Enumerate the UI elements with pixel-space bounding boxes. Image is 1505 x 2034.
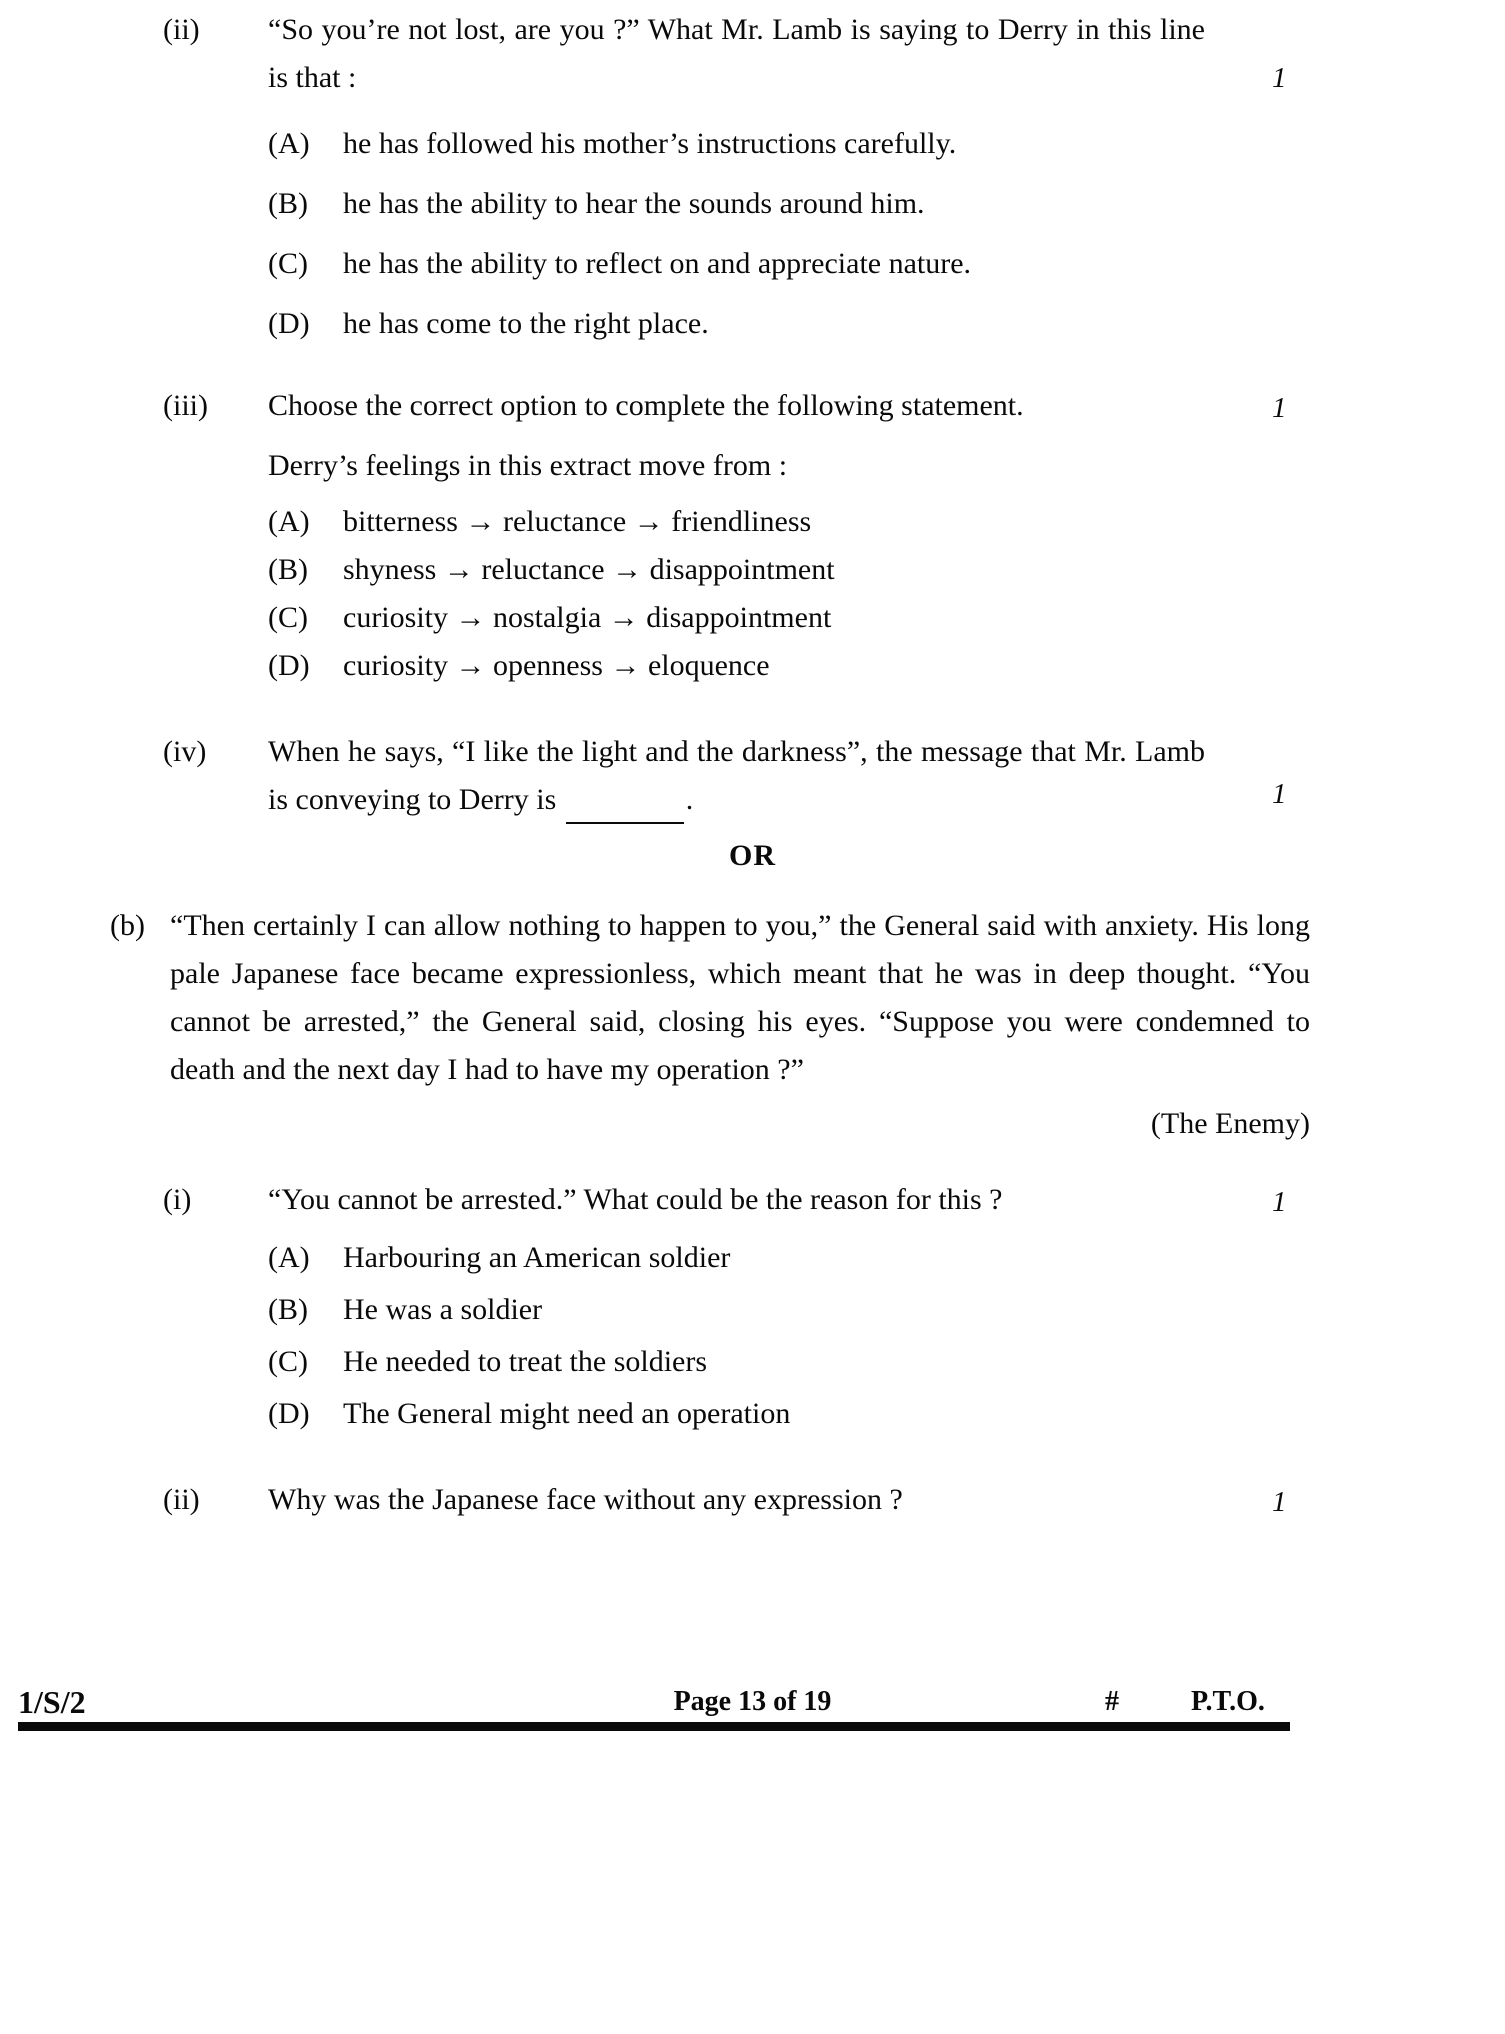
option-marker-d: (D) <box>268 1397 310 1430</box>
answer-blank[interactable] <box>566 796 684 824</box>
part-b-question-ii-marks: 1 <box>1272 1486 1287 1518</box>
pto-label: P.T.O. <box>1191 1686 1265 1717</box>
option-marker-b: (B) <box>268 553 308 586</box>
spacer <box>0 228 1505 240</box>
question-iii-option-a[interactable] <box>0 498 1505 546</box>
question-iii-stem: Choose the correct option to complete the following statement. <box>268 389 1024 422</box>
option-text-b: he has the ability to hear the sounds around him. <box>343 187 925 220</box>
question-iv-stem-end: . <box>685 783 694 816</box>
question-iii-option-c[interactable] <box>0 594 1505 642</box>
option-marker-b: (B) <box>268 187 308 220</box>
question-iv-stem <box>268 728 1205 824</box>
question-ii <box>0 0 1505 102</box>
question-iii-option-d[interactable] <box>0 642 1505 690</box>
page-footer <box>0 1680 1505 1740</box>
passage-attribution: (The Enemy) <box>1150 1107 1310 1140</box>
footer-right-group <box>1105 1680 1445 1724</box>
option-text-d: he has come to the right place. <box>343 307 709 340</box>
option-marker-b: (B) <box>268 1293 308 1326</box>
spacer <box>0 1438 1505 1476</box>
option-text-c: curiosity → nostalgia → disappointment <box>343 601 832 634</box>
spacer <box>0 102 1505 120</box>
part-b-question-i-stem: “You cannot be arrested.” What could be the reason for this ? <box>268 1183 1003 1216</box>
option-text-b: He was a soldier <box>343 1293 543 1326</box>
part-b-question-i-option-a[interactable] <box>0 1234 1505 1282</box>
option-marker-a: (A) <box>268 1241 310 1274</box>
question-ii-marker: (ii) <box>163 13 200 46</box>
option-text-c: He needed to treat the soldiers <box>343 1345 708 1378</box>
part-b-question-i-marker: (i) <box>163 1183 192 1216</box>
paper-code: 1/S/2 <box>18 1684 86 1720</box>
question-iii-option-b[interactable] <box>0 546 1505 594</box>
or-divider: OR <box>729 839 776 872</box>
option-marker-d: (D) <box>268 307 310 340</box>
question-iii-marker: (iii) <box>163 389 208 422</box>
question-iii-stem-2 <box>0 442 1505 490</box>
question-ii-option-d[interactable] <box>0 300 1505 348</box>
option-text-c: he has the ability to reflect on and appreciate nature. <box>343 247 972 280</box>
option-text-b: shyness → reluctance → disappointment <box>343 553 835 586</box>
part-b-question-ii <box>0 1476 1505 1524</box>
spacer <box>0 490 1505 498</box>
question-ii-stem: “So you’re not lost, are you ?” What Mr. Lamb is saying to Derry in this line is that : <box>268 13 1205 94</box>
part-b-question-i-option-b[interactable] <box>0 1286 1505 1334</box>
spacer <box>0 880 1505 902</box>
spacer <box>0 824 1505 832</box>
spacer <box>0 348 1505 382</box>
question-iv <box>0 728 1505 824</box>
option-text-a: bitterness → reluctance → friendliness <box>343 505 812 538</box>
hash-icon: # <box>1105 1686 1119 1717</box>
question-ii-marks: 1 <box>1272 62 1287 94</box>
question-iv-stem-text: When he says, “I like the light and the darkness”, the message that Mr. Lamb is conveying to Derry is <box>268 735 1205 816</box>
part-b-question-ii-stem: Why was the Japanese face without any expression ? <box>268 1483 903 1516</box>
part-b-passage: “Then certainly I can allow nothing to happen to you,” the General said with anxiety. His long pale Japanese face became expressionless, which meant that he was in deep thought. “You cannot be arrested,” the General said, closing his eyes. “Suppose you were condemned to death and the next day I had to have my operation ?” <box>170 909 1310 1086</box>
question-iii <box>0 382 1505 430</box>
option-marker-c: (C) <box>268 601 308 634</box>
question-ii-option-b[interactable] <box>0 180 1505 228</box>
question-iii-marks: 1 <box>1272 392 1287 424</box>
spacer <box>0 168 1505 180</box>
option-marker-a: (A) <box>268 127 310 160</box>
part-b-question-i-option-d[interactable] <box>0 1390 1505 1438</box>
part-b-marker: (b) <box>110 909 145 942</box>
footer-rule <box>18 1722 1290 1731</box>
option-marker-a: (A) <box>268 505 310 538</box>
option-text-d: curiosity → openness → eloquence <box>343 649 770 682</box>
question-iii-stem-second-line: Derry’s feelings in this extract move from : <box>268 449 788 482</box>
option-text-a: Harbouring an American soldier <box>343 1241 731 1274</box>
page-number: Page 13 of 19 <box>673 1686 832 1717</box>
part-b-passage-block <box>0 902 1505 1094</box>
spacer <box>0 288 1505 300</box>
question-iv-marks: 1 <box>1272 778 1287 810</box>
option-text-d: The General might need an operation <box>343 1397 791 1430</box>
option-text-a: he has followed his mother’s instructions carefully. <box>343 127 957 160</box>
part-b-question-i-option-c[interactable] <box>0 1338 1505 1386</box>
spacer <box>0 1148 1505 1176</box>
question-ii-option-a[interactable] <box>0 120 1505 168</box>
part-b-question-i-marks: 1 <box>1272 1186 1287 1218</box>
option-marker-d: (D) <box>268 649 310 682</box>
question-ii-option-c[interactable] <box>0 240 1505 288</box>
spacer <box>0 690 1505 728</box>
option-marker-c: (C) <box>268 247 308 280</box>
part-b-question-ii-marker: (ii) <box>163 1483 200 1516</box>
question-iv-marker: (iv) <box>163 735 207 768</box>
option-marker-c: (C) <box>268 1345 308 1378</box>
part-b-question-i <box>0 1176 1505 1224</box>
